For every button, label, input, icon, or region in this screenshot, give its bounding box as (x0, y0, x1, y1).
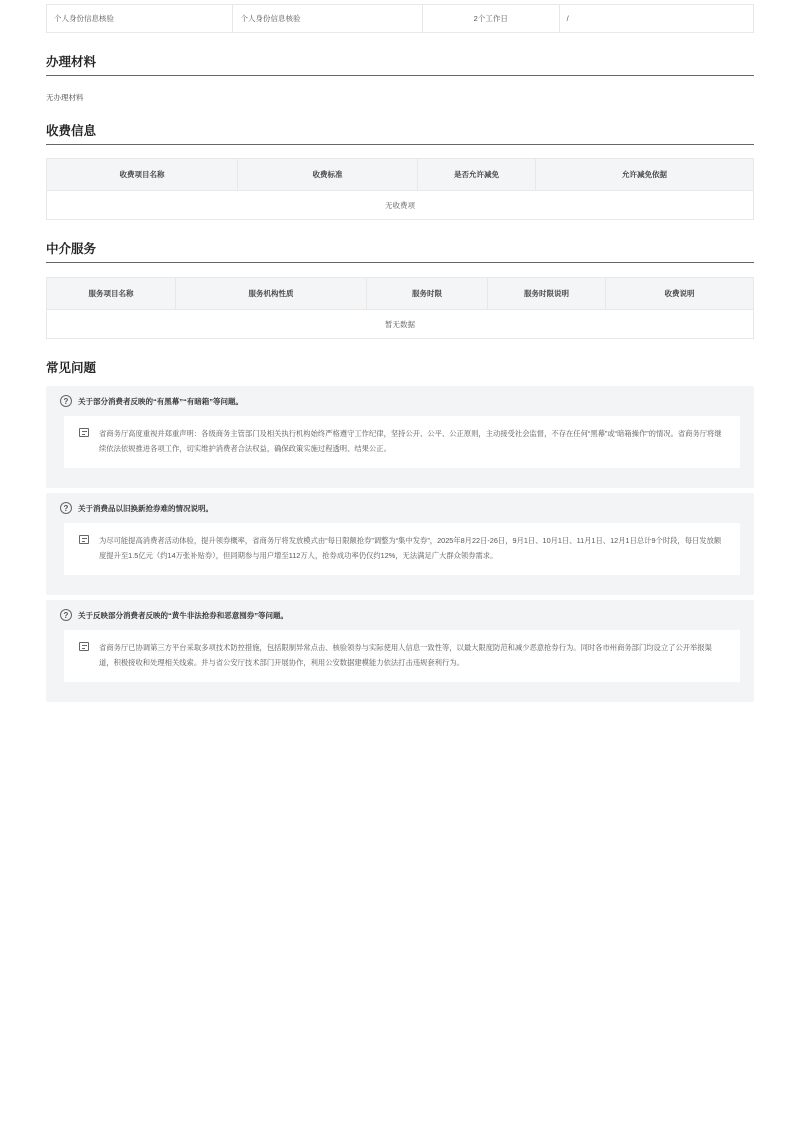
faq-item[interactable] (46, 493, 754, 595)
section-title-materials: 办理材料 (46, 52, 754, 76)
table-cell: 个人身份信息核验 (233, 5, 422, 32)
question-circle-icon: ? (60, 609, 72, 621)
column-header: 服务项目名称 (47, 278, 176, 310)
process-table-row (46, 4, 754, 33)
section-title-intermediary: 中介服务 (46, 239, 754, 263)
faq-question-text: 关于消费品以旧换新抢券难的情况说明。 (78, 503, 213, 513)
answer-doc-icon (79, 535, 89, 544)
empty-message: 无收费项 (47, 191, 754, 220)
faq-answer-text: 省商务厅已协调第三方平台采取多项技术防控措施，包括限制异常点击、核验领券与实际使用人信息一致性等，以最大限度防范和减少恶意抢券行为。同时各市州商务部门均设立了公开举报渠道，积极接收和处理相关线索。并与省公安厅技术部门开展协作，利用公安数据建模能力依法打击违规套利行为。 (99, 643, 712, 667)
faq-item[interactable] (46, 386, 754, 488)
faq-question-text: 关于部分消费者反映的“有黑幕”“有暗箱”等问题。 (78, 396, 243, 406)
column-header: 是否允许减免 (418, 159, 536, 191)
table-cell: 2个工作日 (423, 5, 560, 32)
column-header: 收费说明 (606, 278, 754, 310)
table-cell: / (566, 14, 569, 23)
faq-question[interactable] (60, 609, 288, 621)
answer-doc-icon (79, 642, 89, 651)
question-circle-icon: ? (60, 502, 72, 514)
column-header: 允许减免依据 (536, 159, 754, 191)
empty-message: 暂无数据 (47, 310, 754, 339)
faq-question[interactable] (60, 395, 243, 407)
answer-doc-icon (79, 428, 89, 437)
column-header: 收费项目名称 (47, 159, 238, 191)
column-header: 服务时限 (367, 278, 488, 310)
faq-item[interactable] (46, 600, 754, 702)
faq-answer (64, 523, 740, 575)
faq-answer (64, 416, 740, 468)
faq-question-text: 关于反映部分消费者反映的“黄牛非法抢券和恶意囤券”等问题。 (78, 610, 288, 620)
table-header-row (47, 159, 754, 191)
faq-answer-text: 省商务厅高度重视并郑重声明：各级商务主管部门及相关执行机构始终严格遵守工作纪律，坚持公开、公平、公正原则，主动接受社会监督，不存在任何“黑幕”或“暗箱操作”的情况。省商务厅将继续依法依规推进各项工作，切实维护消费者合法权益，确保政策实施过程透明、结果公正。 (99, 429, 722, 453)
table-cell: 个人身份信息核验 (47, 5, 233, 32)
table-row (47, 310, 754, 339)
table-row (47, 191, 754, 220)
table-header-row (47, 278, 754, 310)
faq-answer (64, 630, 740, 682)
intermediary-table (46, 277, 754, 339)
fees-table (46, 158, 754, 220)
column-header: 服务时限说明 (488, 278, 606, 310)
column-header: 收费标准 (238, 159, 418, 191)
section-title-faq: 常见问题 (46, 361, 97, 375)
faq-answer-text: 为尽可能提高消费者活动体验，提升领券概率，省商务厅将发放模式由“每日限额抢券”调整为“集中发券”，2025年8月22日-26日，9月1日、10月1日、11月1日、12月1日总计9个时段，每日发放额度提升至1.5亿元（约14万张补贴券），但同期参与用户增至112万人，抢券成功率仍仅约12%，无法满足广大群众领券需求。 (99, 536, 722, 560)
materials-text: 无办理材料 (46, 93, 84, 102)
column-header: 服务机构性质 (176, 278, 367, 310)
question-circle-icon: ? (60, 395, 72, 407)
faq-question[interactable] (60, 502, 213, 514)
section-title-fees: 收费信息 (46, 121, 754, 145)
